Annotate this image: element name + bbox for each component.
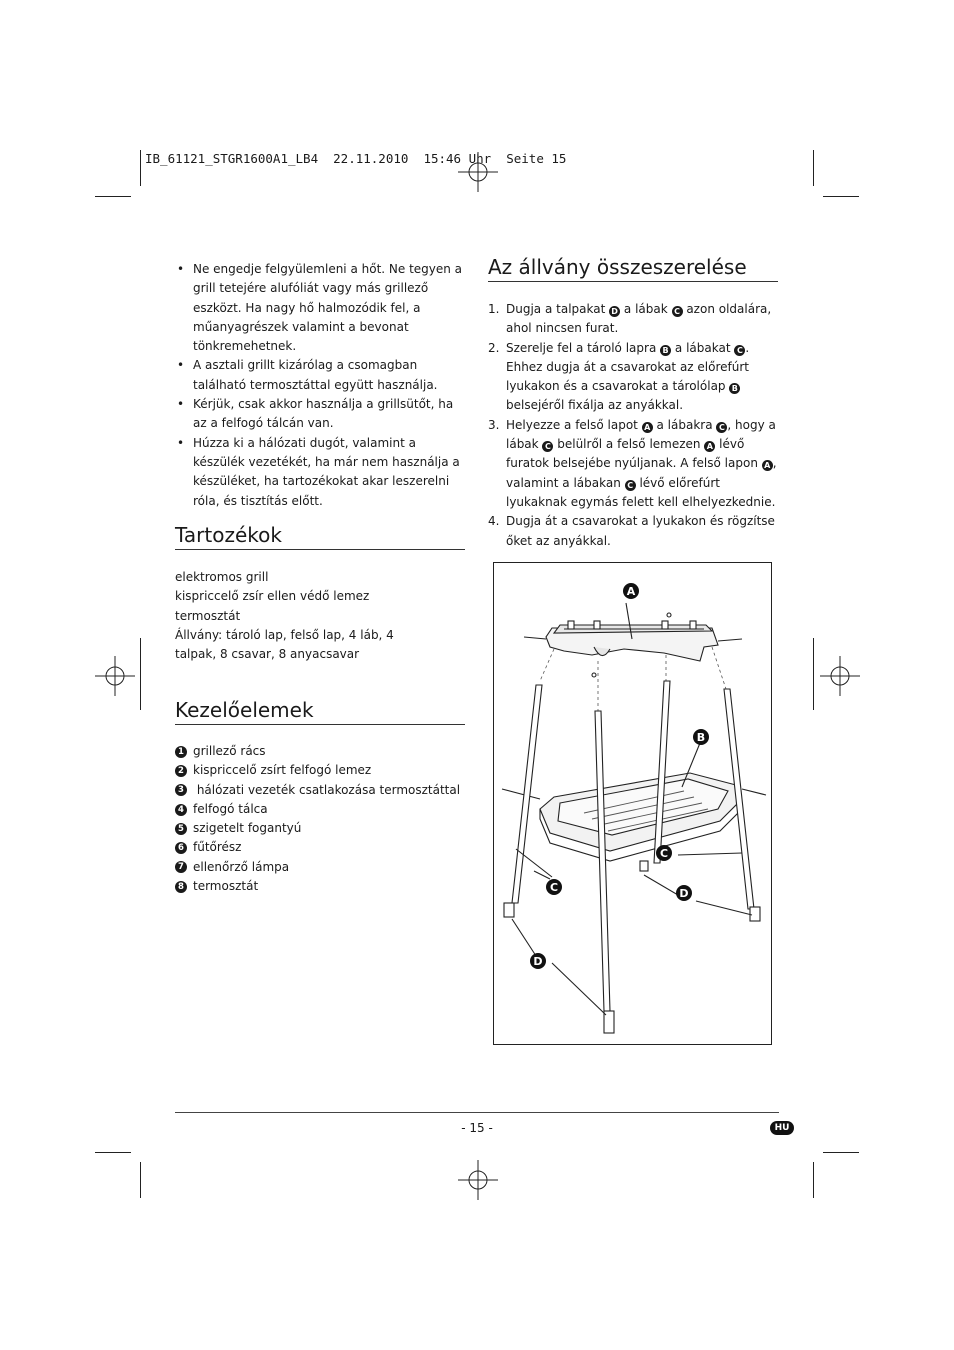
part-letter-badge: A bbox=[762, 460, 773, 471]
figure-label-b: B bbox=[696, 731, 706, 744]
item-label: szigetelt fogantyú bbox=[193, 821, 302, 836]
step-text-run: Dugja át a csavarokat a lyukakon és rögzítse őket az anyákkal. bbox=[506, 514, 775, 548]
step-text-run: lévő előrefúrt lyukaknak egymás felett kell elhelyezkednie. bbox=[506, 475, 776, 509]
part-letter-badge: C bbox=[672, 306, 683, 317]
number-badge: 8 bbox=[175, 881, 187, 893]
part-letter-badge: C bbox=[625, 480, 636, 491]
list-item: • Kérjük, csak akkor használja a grillsütőt, ha az a felfogó tálcán van. bbox=[175, 395, 467, 434]
list-item: • A asztali grillt kizárólag a csomagban található termosztáttal együtt használja. bbox=[175, 356, 467, 395]
step-number: 1. bbox=[488, 302, 500, 316]
part-letter-badge: D bbox=[609, 306, 620, 317]
figure-label-d: D bbox=[679, 887, 689, 900]
list-item bbox=[175, 838, 467, 857]
assembly-step bbox=[488, 512, 778, 551]
step-number: 2. bbox=[488, 340, 500, 355]
step-number: 4. bbox=[488, 514, 500, 529]
assembly-step bbox=[488, 300, 778, 339]
list-item bbox=[175, 781, 467, 800]
figure-label-a: A bbox=[626, 585, 636, 598]
step-text-run: lévő furatok belsejébe nyúljanak. A felső lapon bbox=[506, 437, 762, 471]
print-slug: IB_61121_STGR1600A1_LB4 22.11.2010 15:46 Uhr Seite 15 bbox=[145, 151, 567, 166]
step-text-run: , hogy a lábak bbox=[506, 417, 776, 452]
item-label: fűtőrész bbox=[193, 840, 242, 855]
grill-stand-illustration bbox=[494, 563, 771, 1044]
part-letter-badge: C bbox=[542, 441, 553, 452]
crop-mark bbox=[95, 196, 131, 197]
list-item bbox=[175, 877, 467, 896]
list-item bbox=[175, 858, 467, 877]
assembly-heading: Az állvány összeszerelése bbox=[488, 255, 778, 282]
step-text bbox=[506, 416, 778, 512]
list-item: • Ne engedje felgyülemleni a hőt. Ne tegyen a grill tetejére alufóliát vagy más grillező eszközt. Ha nagy hő halmozódik fel, a műanyagrészek valamint a bevonat tönkremehetnek. bbox=[175, 260, 467, 356]
crop-mark bbox=[823, 1152, 859, 1153]
part-letter-badge: A bbox=[642, 422, 653, 433]
part-letter-badge: C bbox=[716, 422, 727, 433]
assembly-step bbox=[488, 416, 778, 512]
list-item: Állvány: tároló lap, felső lap, 4 láb, 4 talpak, 8 csavar, 8 anyacsavar bbox=[175, 627, 394, 662]
step-text-run: azon oldalára, ahol nincsen furat. bbox=[506, 302, 772, 336]
step-text-run: , valamint a lábakan bbox=[506, 456, 777, 490]
item-label: termosztát bbox=[193, 879, 259, 894]
crop-mark bbox=[823, 196, 859, 197]
step-text-run: . Ehhez dugja át a csavarokat az előrefúrt lyukakon és a csavarokat a tárolólap bbox=[506, 340, 750, 394]
step-text-run: belsejéről fixálja az anyákkal. bbox=[506, 398, 684, 413]
controls-heading: Kezelőelemek bbox=[175, 698, 465, 725]
step-text-run: Szerelje fel a tároló lapra bbox=[506, 340, 661, 355]
item-label: ellenőrző lámpa bbox=[193, 859, 290, 874]
part-letter-badge: C bbox=[734, 345, 745, 356]
list-item: elektromos grill bbox=[175, 570, 269, 584]
step-text-run: Helyezze a felső lapot bbox=[506, 417, 642, 432]
item-label: hálózati vezeték csatlakozása termosztáttal bbox=[193, 782, 461, 797]
step-text-run: a lábakat bbox=[671, 340, 735, 355]
step-text bbox=[506, 339, 778, 416]
item-label: felfogó tálca bbox=[193, 801, 268, 816]
crop-mark bbox=[140, 638, 141, 710]
crop-mark bbox=[813, 150, 814, 186]
figure-label-d: D bbox=[533, 955, 543, 968]
list-item bbox=[175, 819, 467, 838]
crop-mark bbox=[95, 1152, 131, 1153]
page-number: - 15 - bbox=[461, 1121, 493, 1135]
safety-bullet-list bbox=[175, 260, 467, 511]
registration-mark bbox=[458, 1160, 498, 1200]
list-item: termosztát bbox=[175, 608, 241, 623]
list-item bbox=[175, 800, 467, 819]
crop-mark bbox=[140, 150, 141, 186]
assembly-steps bbox=[488, 300, 778, 551]
step-text-run: a lábakra bbox=[652, 417, 717, 432]
language-badge: HU bbox=[770, 1121, 794, 1135]
number-badge: 6 bbox=[175, 842, 187, 854]
list-item bbox=[175, 742, 467, 761]
step-text-run: Dugja a talpakat bbox=[506, 302, 610, 316]
controls-list bbox=[175, 742, 467, 896]
assembly-figure bbox=[493, 562, 772, 1045]
part-letter-badge: A bbox=[704, 441, 715, 452]
step-text bbox=[506, 512, 778, 551]
footer-rule bbox=[175, 1112, 779, 1113]
list-item bbox=[175, 761, 467, 780]
number-badge: 7 bbox=[175, 861, 187, 873]
list-item: • Húzza ki a hálózati dugót, valamint a készülék vezetékét, ha már nem használja a készüléket, ha tartozékokat akar leszerelni róla, és tisztítás előtt. bbox=[175, 434, 467, 511]
step-number: 3. bbox=[488, 417, 500, 432]
item-label: grillező rács bbox=[193, 744, 266, 758]
crop-mark bbox=[813, 1162, 814, 1198]
accessories-heading: Tartozékok bbox=[175, 523, 465, 550]
registration-mark bbox=[95, 656, 135, 696]
figure-label-c: C bbox=[659, 847, 669, 860]
part-letter-badge: B bbox=[729, 383, 740, 394]
crop-mark bbox=[140, 1162, 141, 1198]
number-badge: 3 bbox=[175, 784, 187, 796]
assembly-step bbox=[488, 339, 778, 416]
number-badge: 2 bbox=[175, 765, 187, 777]
figure-label-c: C bbox=[549, 881, 559, 894]
number-badge: 1 bbox=[175, 746, 187, 758]
registration-mark bbox=[820, 656, 860, 696]
accessories-list bbox=[175, 568, 437, 664]
step-text bbox=[506, 300, 778, 339]
part-letter-badge: B bbox=[660, 345, 671, 356]
step-text-run: belülről a felső lemezen bbox=[553, 437, 705, 452]
item-label: kispriccelő zsírt felfogó lemez bbox=[193, 763, 372, 778]
crop-mark bbox=[813, 638, 814, 710]
number-badge: 5 bbox=[175, 823, 187, 835]
number-badge: 4 bbox=[175, 804, 187, 816]
step-text-run: a lábak bbox=[620, 302, 672, 316]
list-item: kispriccelő zsír ellen védő lemez bbox=[175, 589, 370, 604]
